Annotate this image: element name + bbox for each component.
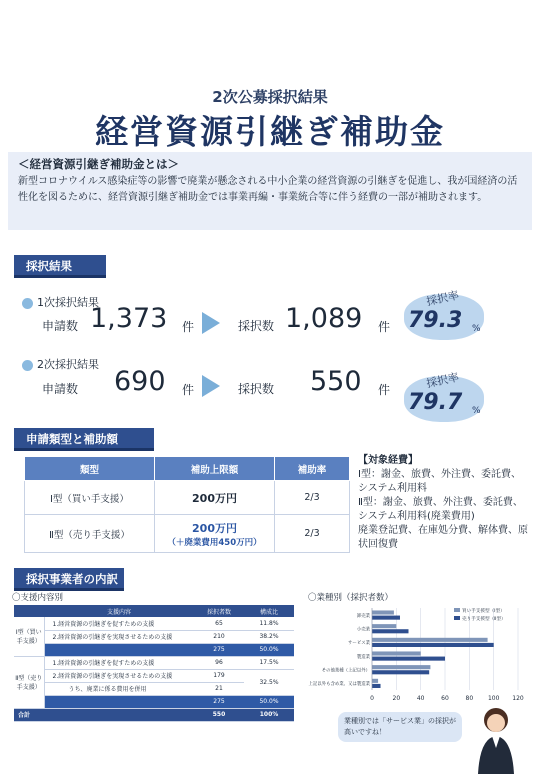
round1-applied-unit: 件 (182, 320, 195, 334)
ratio-cell: 50.0% (244, 643, 294, 656)
category-label: その他業種（上記以外） (321, 668, 370, 674)
comment-bubble: 業種別では「サービス業」の採択が高いですね！ (338, 712, 462, 742)
page-subtitle: 2次公募採択結果 (212, 88, 328, 106)
x-tick-label: 60 (441, 695, 449, 702)
col-limit-header: 補助上限額 (155, 457, 275, 481)
round1-applied-value: 1,373 (90, 303, 168, 334)
limit-note: （＋廃業費用450万円） (167, 537, 262, 548)
limit-cell (155, 515, 275, 553)
category-label: 製造業 (356, 654, 370, 660)
notes-title: 【対象経費】 (358, 455, 418, 466)
category-label: 上記以外も含め業、又は製造業 (308, 682, 370, 688)
limit-value: 200万円 (192, 521, 237, 535)
round2-adopted-unit: 件 (378, 383, 391, 397)
types-table (24, 456, 350, 553)
x-tick-label: 40 (416, 695, 425, 702)
bar (372, 679, 378, 683)
round2-applied-value: 690 (114, 366, 166, 397)
table-row (14, 656, 294, 669)
bar (372, 670, 429, 674)
round1-rate-label: 採択率 (425, 288, 461, 309)
ratio-cell: 11.8% (244, 617, 294, 630)
content-cell: うち、廃業に係る費用を併用 (44, 682, 194, 695)
count-cell: 21 (194, 682, 244, 695)
total-ratio: 100% (244, 708, 294, 721)
ratio-cell: 17.5% (244, 656, 294, 669)
x-tick-label: 80 (465, 695, 474, 702)
round2-rate-label: 採択率 (425, 370, 461, 391)
bar (372, 665, 430, 669)
count-cell: 96 (194, 656, 244, 669)
col-ratio-header: 構成比 (244, 605, 294, 617)
round1-adopted-label: 採択数 (238, 319, 275, 333)
count-cell: 275 (194, 643, 244, 656)
notes-type2-extra: 廃業登記費、在庫処分費、解体費、原状回復費 (358, 525, 528, 550)
col-type-header: 類型 (25, 457, 155, 481)
total-label: 合計 (14, 708, 44, 721)
industry-chart (304, 602, 532, 704)
type2-label: Ⅱ型（売り手支援） (14, 656, 44, 708)
industry-caption: 〇業種別（採択者数） (308, 593, 394, 603)
round2-rate-badge (404, 372, 484, 426)
col-rate-header: 補助率 (275, 457, 350, 481)
bar (372, 629, 409, 633)
expense-notes (358, 454, 528, 552)
type-cell: Ⅱ型（売り手支援） (25, 515, 155, 553)
bar (372, 616, 400, 620)
bar (372, 651, 421, 655)
content-cell (44, 695, 194, 708)
total-count: 550 (194, 708, 244, 721)
notes-type1: Ⅰ型：謝金、旅費、外注費、委託費、システム利用料 (358, 469, 521, 494)
intro-heading: ＜経営資源引継ぎ補助金とは＞ (18, 157, 179, 171)
content-cell: 1.経営資源の引継ぎを促すための支援 (44, 656, 194, 669)
count-cell: 65 (194, 617, 244, 630)
round1-adopted-unit: 件 (378, 320, 391, 334)
arrow-right-icon (202, 312, 220, 334)
table-row (25, 515, 350, 553)
table-row (14, 617, 294, 630)
limit-cell: 200万円 (155, 481, 275, 515)
table-header-row (14, 605, 294, 617)
section-results-title: 採択結果 (14, 255, 106, 278)
col-count-header: 採択者数 (194, 605, 244, 617)
table-row (14, 669, 294, 682)
table-row (14, 630, 294, 643)
category-label: サービス業 (348, 641, 370, 647)
support-caption: 〇支援内容別 (12, 593, 64, 603)
x-tick-label: 120 (512, 695, 524, 702)
count-cell: 179 (194, 669, 244, 682)
round1-applied-label: 申請数 (42, 319, 79, 333)
type-cell: Ⅰ型（買い手支援） (25, 481, 155, 515)
type1-label: Ⅰ型（買い手支援） (14, 617, 44, 656)
rate-cell: 2/3 (275, 515, 350, 553)
intro-panel (8, 152, 532, 230)
count-cell: 275 (194, 695, 244, 708)
round2-label: 2次採択結果 (22, 356, 99, 372)
content-cell: 1.経営資源の引継ぎを促すための支援 (44, 617, 194, 630)
legend-swatch (454, 608, 460, 612)
category-label: 小売業 (356, 627, 370, 633)
page-title: 経営資源引継ぎ補助金 (95, 112, 445, 151)
content-cell: 2.経営資源の引継ぎを実現させるための支援 (44, 669, 194, 682)
round2-rate-value: 79.7 (408, 390, 463, 415)
round1-rate-badge (404, 290, 484, 344)
legend-label: 買い手支援型（Ⅰ型） (462, 609, 505, 614)
bar (372, 657, 445, 661)
bullet-dot-icon (22, 298, 33, 309)
round2-applied-label: 申請数 (42, 382, 79, 396)
round2-applied-unit: 件 (182, 383, 195, 397)
category-label: 卸売業 (356, 613, 370, 619)
x-tick-label: 20 (392, 695, 401, 702)
bar (372, 638, 488, 642)
intro-body: 新型コロナウイルス感染症等の影響で廃業が懸念される中小企業の経営資源の引継ぎを促進し、我が国経済の活性化を図るために、経営資源引継ぎ補助金では事業再編・事業統合等に伴う経費の一部が補助されます。 (18, 176, 518, 203)
content-cell: 2.経営資源の引継ぎを実現させるための支援 (44, 630, 194, 643)
breakdown-table (14, 605, 294, 722)
table-row (25, 481, 350, 515)
x-tick-label: 100 (487, 695, 500, 702)
ratio-cell: 32.5% (244, 669, 294, 695)
woman-illustration-icon (468, 704, 524, 774)
bullet-dot-icon (22, 360, 33, 371)
table-row-total (14, 708, 294, 721)
notes-type2: Ⅱ型：謝金、旅費、外注費、委託費、システム利用料(廃業費用) (358, 497, 523, 522)
table-header-row (25, 457, 350, 481)
section-breakdown-title: 採択事業者の内訳 (14, 568, 124, 591)
round1-adopted-value: 1,089 (285, 303, 363, 334)
round1-rate-pct: % (472, 324, 481, 334)
ratio-cell: 50.0% (244, 695, 294, 708)
table-row-subtotal (14, 643, 294, 656)
round1-label: 1次採択結果 (22, 294, 99, 310)
bar (372, 643, 494, 647)
bar (372, 610, 394, 614)
round2-adopted-value: 550 (310, 366, 362, 397)
col-content-header: 支援内容 (44, 605, 194, 617)
bar (372, 624, 396, 628)
round2-adopted-label: 採択数 (238, 382, 275, 396)
round2-rate-pct: % (472, 406, 481, 416)
content-cell (44, 643, 194, 656)
section-types-title: 申請類型と補助額 (14, 428, 154, 451)
table-row-subtotal (14, 695, 294, 708)
legend-swatch (454, 616, 460, 620)
round1-rate-value: 79.3 (408, 308, 463, 333)
legend-label: 売り手支援型（Ⅱ型） (462, 617, 506, 622)
count-cell: 210 (194, 630, 244, 643)
bar (372, 684, 381, 688)
rate-cell: 2/3 (275, 481, 350, 515)
x-tick-label: 0 (370, 695, 374, 702)
arrow-right-icon (202, 375, 220, 397)
ratio-cell: 38.2% (244, 630, 294, 643)
